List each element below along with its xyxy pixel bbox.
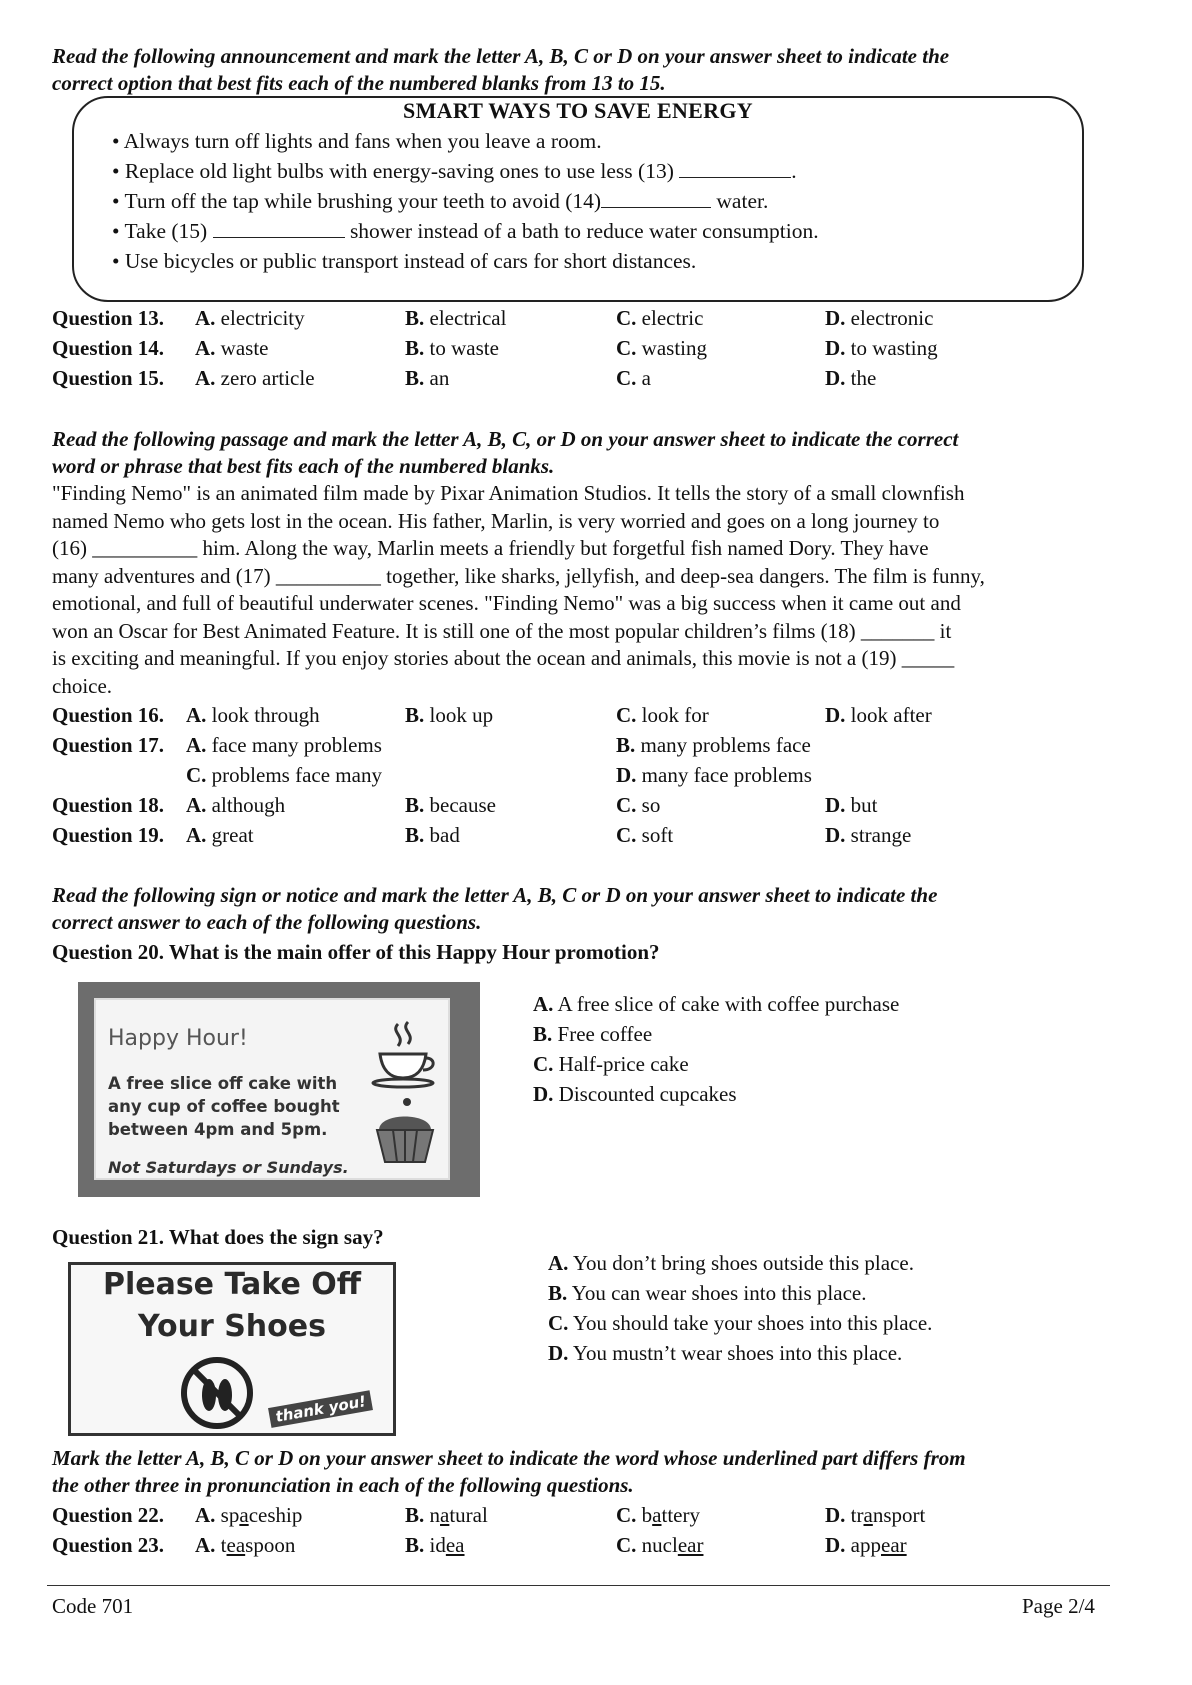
underlined-part: a [652, 1503, 662, 1527]
option-c[interactable] [186, 763, 382, 788]
option-letter: A. [533, 992, 554, 1016]
section3-instruction-line2: correct answer to each of the following questions. [52, 910, 482, 934]
underlined-part: ear [677, 1533, 704, 1557]
underlined-part: a [440, 1503, 450, 1527]
option-d[interactable] [825, 793, 878, 818]
option-c[interactable] [616, 366, 651, 391]
option-a[interactable] [186, 733, 382, 758]
passage-line: emotional, and full of beautiful underwater scenes. "Finding Nemo" was a big success when it came out and [52, 591, 961, 615]
option-letter: D. [825, 823, 846, 847]
option-a[interactable] [195, 1533, 295, 1558]
question-label: Question 22. [52, 1503, 165, 1527]
option-d[interactable] [825, 336, 938, 361]
bullet-3-text: • Turn off the tap while brushing your teeth to avoid (14) [112, 189, 602, 213]
sign-text-line: A free slice off cake with [108, 1074, 338, 1093]
option-c[interactable] [616, 306, 703, 331]
q21-option-d[interactable] [548, 1341, 902, 1366]
word-part: ttery [661, 1503, 700, 1527]
word-part: b [641, 1503, 653, 1527]
option-letter: B. [616, 733, 636, 757]
question-20-label: Question 20. What is the main offer of this Happy Hour promotion? [52, 940, 660, 964]
option-letter: D. [825, 366, 846, 390]
sign-thanks: thank you! [268, 1390, 373, 1428]
option-letter: A. [186, 793, 207, 817]
option-text: to waste [429, 336, 499, 360]
q20-option-b[interactable] [533, 1022, 652, 1047]
option-letter: B. [405, 793, 425, 817]
question-21-label: Question 21. What does the sign say? [52, 1225, 384, 1249]
option-text: great [211, 823, 254, 847]
section1-instruction-line1: Read the following announcement and mark the letter A, B, C or D on your answer sheet to indicate the [52, 44, 950, 68]
sign-line-1: Please Take Off [102, 1267, 362, 1302]
option-a[interactable] [186, 823, 254, 848]
option-letter: A. [195, 366, 216, 390]
passage [52, 480, 985, 700]
section2-instruction-line1: Read the following passage and mark the letter A, B, C, or D on your answer sheet to indicate the correct [52, 427, 959, 451]
option-letter: C. [616, 1533, 637, 1557]
option-text: look for [641, 703, 709, 727]
option-letter: D. [616, 763, 637, 787]
option-b[interactable] [405, 703, 493, 728]
word-part: ceship [248, 1503, 303, 1527]
option-letter: A. [195, 1503, 216, 1527]
underlined-part: a [863, 1503, 873, 1527]
shoes-sign [68, 1262, 396, 1436]
sign-panel [94, 998, 450, 1180]
option-letter: A. [186, 703, 207, 727]
underlined-part: ea [226, 1533, 246, 1557]
option-text: look up [429, 703, 494, 727]
option-d[interactable] [825, 1533, 907, 1558]
footer-divider [47, 1585, 1110, 1586]
option-d[interactable] [825, 366, 876, 391]
option-text: waste [220, 336, 269, 360]
option-c[interactable] [616, 1503, 700, 1528]
option-text: many face problems [641, 763, 812, 787]
option-letter: A. [186, 733, 207, 757]
word-part: tr [850, 1503, 864, 1527]
option-a[interactable] [195, 306, 305, 331]
passage-line: many adventures and (17) __________ together, like sharks, jellyfish, and deep-sea dangers. The film is funny, [52, 563, 985, 588]
bullet-4 [112, 219, 819, 244]
option-letter: B. [405, 336, 425, 360]
option-letter: C. [616, 336, 637, 360]
bullet-2-tail: . [791, 159, 797, 183]
option-c[interactable] [616, 1533, 703, 1558]
exam-code: Code 701 [52, 1594, 134, 1618]
option-letter: B. [405, 306, 425, 330]
word-part: spoon [245, 1533, 296, 1557]
option-letter: C. [616, 1503, 637, 1527]
section4-instruction-line1: Mark the letter A, B, C or D on your answer sheet to indicate the word whose underlined part differs from [52, 1446, 966, 1470]
section1-instruction-line2: correct option that best fits each of the numbered blanks from 13 to 15. [52, 71, 666, 95]
blank-15 [213, 219, 345, 238]
underlined-part: ear [881, 1533, 907, 1557]
page-number: Page 2/4 [1022, 1594, 1095, 1618]
option-text: Half-price cake [558, 1052, 689, 1076]
option-letter: B. [405, 823, 425, 847]
option-text: electrical [429, 306, 507, 330]
option-letter: C. [616, 306, 637, 330]
option-text: look after [850, 703, 932, 727]
option-letter: A. [195, 306, 216, 330]
blank-14 [601, 189, 711, 208]
option-text: electricity [220, 306, 305, 330]
bullet-5: • Use bicycles or public transport instead of cars for short distances. [112, 249, 697, 273]
q21-option-c[interactable] [548, 1311, 932, 1336]
option-d[interactable] [825, 823, 911, 848]
option-d[interactable] [825, 1503, 925, 1528]
option-d[interactable] [825, 306, 933, 331]
question-label: Question 17. [52, 733, 165, 757]
option-text: electric [641, 306, 704, 330]
option-text: many problems face [640, 733, 811, 757]
passage-line: is exciting and meaningful. If you enjoy stories about the ocean and animals, this movie is not a (19) _____ [52, 646, 955, 670]
section3-instruction-line1: Read the following sign or notice and mark the letter A, B, C or D on your answer sheet to indicate the [52, 883, 938, 907]
option-letter: C. [533, 1052, 554, 1076]
option-b[interactable] [405, 366, 449, 391]
happy-hour-sign [78, 982, 480, 1197]
option-text: problems face many [211, 763, 382, 787]
word-part: n [429, 1503, 441, 1527]
option-letter: A. [186, 823, 207, 847]
question-label: Question 23. [52, 1533, 165, 1557]
option-b[interactable] [405, 1533, 465, 1558]
option-text: but [850, 793, 878, 817]
question-label: Question 15. [52, 366, 165, 390]
passage-line: choice. [52, 673, 113, 698]
option-letter: A. [548, 1251, 569, 1275]
word-part: sp [220, 1503, 240, 1527]
sign-text-line: between 4pm and 5pm. [108, 1120, 328, 1139]
option-letter: D. [548, 1341, 569, 1365]
word-part: t [220, 1533, 227, 1557]
option-text: Discounted cupcakes [558, 1082, 737, 1106]
option-letter: C. [616, 823, 637, 847]
option-text: electronic [850, 306, 934, 330]
word-part: tural [449, 1503, 488, 1527]
word-part: nsport [872, 1503, 926, 1527]
coffee-cup-icon [368, 1020, 438, 1090]
bullet-3-tail: water. [716, 189, 769, 213]
option-text: look through [211, 703, 320, 727]
option-text: You can wear shoes into this place. [571, 1281, 867, 1305]
option-letter: B. [548, 1281, 568, 1305]
option-c[interactable] [616, 336, 707, 361]
option-letter: C. [548, 1311, 569, 1335]
question-label: Question 18. [52, 793, 165, 817]
q20-option-d[interactable] [533, 1082, 737, 1107]
option-text: zero article [220, 366, 315, 390]
option-letter: D. [825, 306, 846, 330]
blank-13 [679, 159, 791, 178]
option-text: Free coffee [557, 1022, 653, 1046]
option-a[interactable] [195, 336, 269, 361]
option-text: bad [429, 823, 460, 847]
bullet-3 [112, 189, 768, 214]
option-a[interactable] [195, 366, 315, 391]
option-text: wasting [641, 336, 707, 360]
passage-line: "Finding Nemo" is an animated film made by Pixar Animation Studios. It tells the story of a small clownfish [52, 481, 965, 505]
bullet-1: • Always turn off lights and fans when you leave a room. [112, 129, 602, 153]
passage-line: named Nemo who gets lost in the ocean. His father, Marlin, is very worried and goes on a long journey to [52, 508, 940, 533]
option-b[interactable] [405, 306, 506, 331]
sign-note: Not Saturdays or Sundays. [108, 1158, 349, 1177]
option-text: an [429, 366, 450, 390]
q20-option-c[interactable] [533, 1052, 689, 1077]
option-a[interactable] [186, 703, 320, 728]
option-letter: C. [616, 793, 637, 817]
word-part: id [429, 1533, 446, 1557]
option-letter: B. [405, 366, 425, 390]
option-letter: D. [533, 1082, 554, 1106]
passage-line: (16) __________ him. Along the way, Marlin meets a friendly but forgetful fish named Dory. They have [52, 536, 929, 560]
option-text: You mustn’t wear shoes into this place. [572, 1341, 903, 1365]
option-a[interactable] [195, 1503, 302, 1528]
option-text: so [641, 793, 661, 817]
q21-option-b[interactable] [548, 1281, 866, 1306]
option-a[interactable] [186, 793, 285, 818]
option-letter: D. [825, 1503, 846, 1527]
option-text: to wasting [850, 336, 938, 360]
option-letter: D. [825, 793, 846, 817]
option-letter: B. [405, 1533, 425, 1557]
sign-line-2: Your Shoes [138, 1309, 326, 1344]
bullet-4-text: • Take (15) [112, 219, 208, 243]
option-letter: C. [616, 703, 637, 727]
option-letter: B. [405, 703, 425, 727]
q21-option-a[interactable] [548, 1251, 914, 1276]
word-part: nucl [641, 1533, 678, 1557]
bullet-2 [112, 159, 797, 184]
question-label: Question 13. [52, 306, 165, 330]
option-c[interactable] [616, 823, 673, 848]
announcement-title: SMART WAYS TO SAVE ENERGY [403, 98, 753, 123]
option-b[interactable] [405, 1503, 488, 1528]
option-b[interactable] [405, 823, 460, 848]
underlined-part: ea [445, 1533, 465, 1557]
bullet-2-text: • Replace old light bulbs with energy-saving ones to use less (13) [112, 159, 674, 183]
option-letter: B. [533, 1022, 553, 1046]
option-b[interactable] [616, 733, 811, 758]
option-c[interactable] [616, 793, 660, 818]
option-text: You should take your shoes into this place. [572, 1311, 933, 1335]
section4-instruction-line2: the other three in pronunciation in each of the following questions. [52, 1473, 634, 1497]
option-b[interactable] [405, 336, 499, 361]
option-letter: D. [825, 336, 846, 360]
option-text: You don’t bring shoes outside this place. [572, 1251, 914, 1275]
option-letter: A. [195, 336, 216, 360]
option-text: A free slice of cake with coffee purchase [557, 992, 900, 1016]
option-text: soft [641, 823, 674, 847]
cupcake-icon [371, 1096, 439, 1166]
option-text: face many problems [211, 733, 382, 757]
word-part: app [850, 1533, 881, 1557]
option-text: a [641, 366, 651, 390]
section2-instruction-line2: word or phrase that best fits each of the numbered blanks. [52, 454, 555, 478]
question-label: Question 14. [52, 336, 165, 360]
option-letter: D. [825, 1533, 846, 1557]
bullet-4-tail: shower instead of a bath to reduce water consumption. [349, 219, 819, 243]
q20-option-a[interactable] [533, 992, 899, 1017]
option-letter: C. [186, 763, 207, 787]
sign-text-line: any cup of coffee bought [108, 1097, 340, 1116]
option-c[interactable] [616, 703, 709, 728]
sign-text [108, 1072, 340, 1141]
no-shoes-icon [179, 1355, 255, 1431]
option-text: because [429, 793, 496, 817]
option-text: although [211, 793, 286, 817]
option-letter: C. [616, 366, 637, 390]
option-letter: B. [405, 1503, 425, 1527]
option-text: strange [850, 823, 912, 847]
option-letter: D. [825, 703, 846, 727]
underlined-part: a [239, 1503, 249, 1527]
option-d[interactable] [616, 763, 812, 788]
passage-line: won an Oscar for Best Animated Feature. It is still one of the most popular children’s films (18) _______ it [52, 618, 952, 643]
option-text: the [850, 366, 877, 390]
option-letter: A. [195, 1533, 216, 1557]
question-label: Question 16. [52, 703, 165, 727]
option-d[interactable] [825, 703, 932, 728]
question-label: Question 19. [52, 823, 165, 847]
option-b[interactable] [405, 793, 496, 818]
sign-title: Happy Hour! [108, 1026, 248, 1051]
